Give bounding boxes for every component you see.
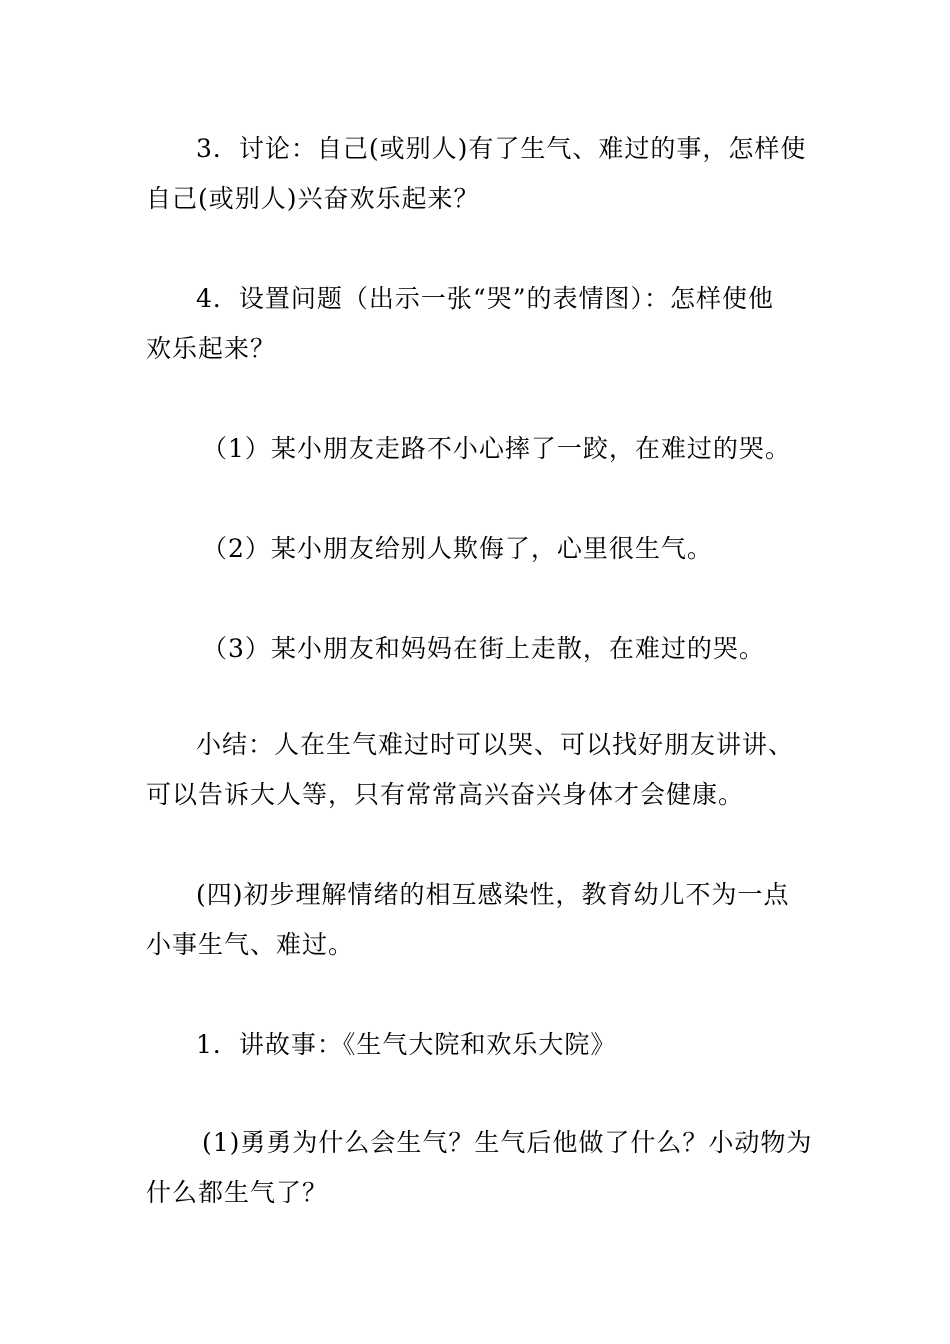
paragraph-story — [146, 1020, 816, 1070]
paragraph-line: 3．讨论：自己(或别人)有了生气、难过的事，怎样使 — [196, 134, 807, 163]
paragraph-line: (四)初步理解情绪的相互感染性，教育幼儿不为一点 — [196, 880, 790, 909]
paragraph-discussion — [146, 124, 816, 224]
paragraph-line: （2）某小朋友给别人欺侮了，心里很生气。 — [202, 534, 713, 563]
paragraph-summary — [146, 720, 816, 820]
paragraph-line: 小事生气、难过。 — [146, 930, 355, 959]
paragraph-set-question — [146, 274, 816, 374]
paragraph-line: （3）某小朋友和妈妈在街上走散，在难过的哭。 — [202, 634, 765, 663]
paragraph-line: (1)勇勇为什么会生气？生气后他做了什么？小动物为 — [202, 1128, 813, 1157]
paragraph-story-question-1 — [146, 1118, 816, 1218]
paragraph-line: 1．讲故事：《生气大院和欢乐大院》 — [196, 1030, 617, 1059]
paragraph-line: 4．设置问题（出示一张“哭”的表情图）：怎样使他 — [196, 284, 774, 313]
paragraph-case-2 — [146, 524, 816, 574]
paragraph-case-1 — [146, 424, 816, 474]
paragraph-line: 可以告诉大人等，只有常常高兴奋兴身体才会健康。 — [146, 780, 745, 809]
paragraph-line: 小结：人在生气难过时可以哭、可以找好朋友讲讲、 — [196, 730, 795, 759]
paragraph-line: 欢乐起来？ — [146, 334, 277, 363]
paragraph-case-3 — [146, 624, 816, 674]
paragraph-section-four — [146, 870, 816, 970]
paragraph-line: （1）某小朋友走路不小心摔了一跤，在难过的哭。 — [202, 434, 791, 463]
paragraph-line: 什么都生气了？ — [146, 1178, 329, 1207]
paragraph-line: 自己(或别人)兴奋欢乐起来？ — [146, 184, 480, 213]
